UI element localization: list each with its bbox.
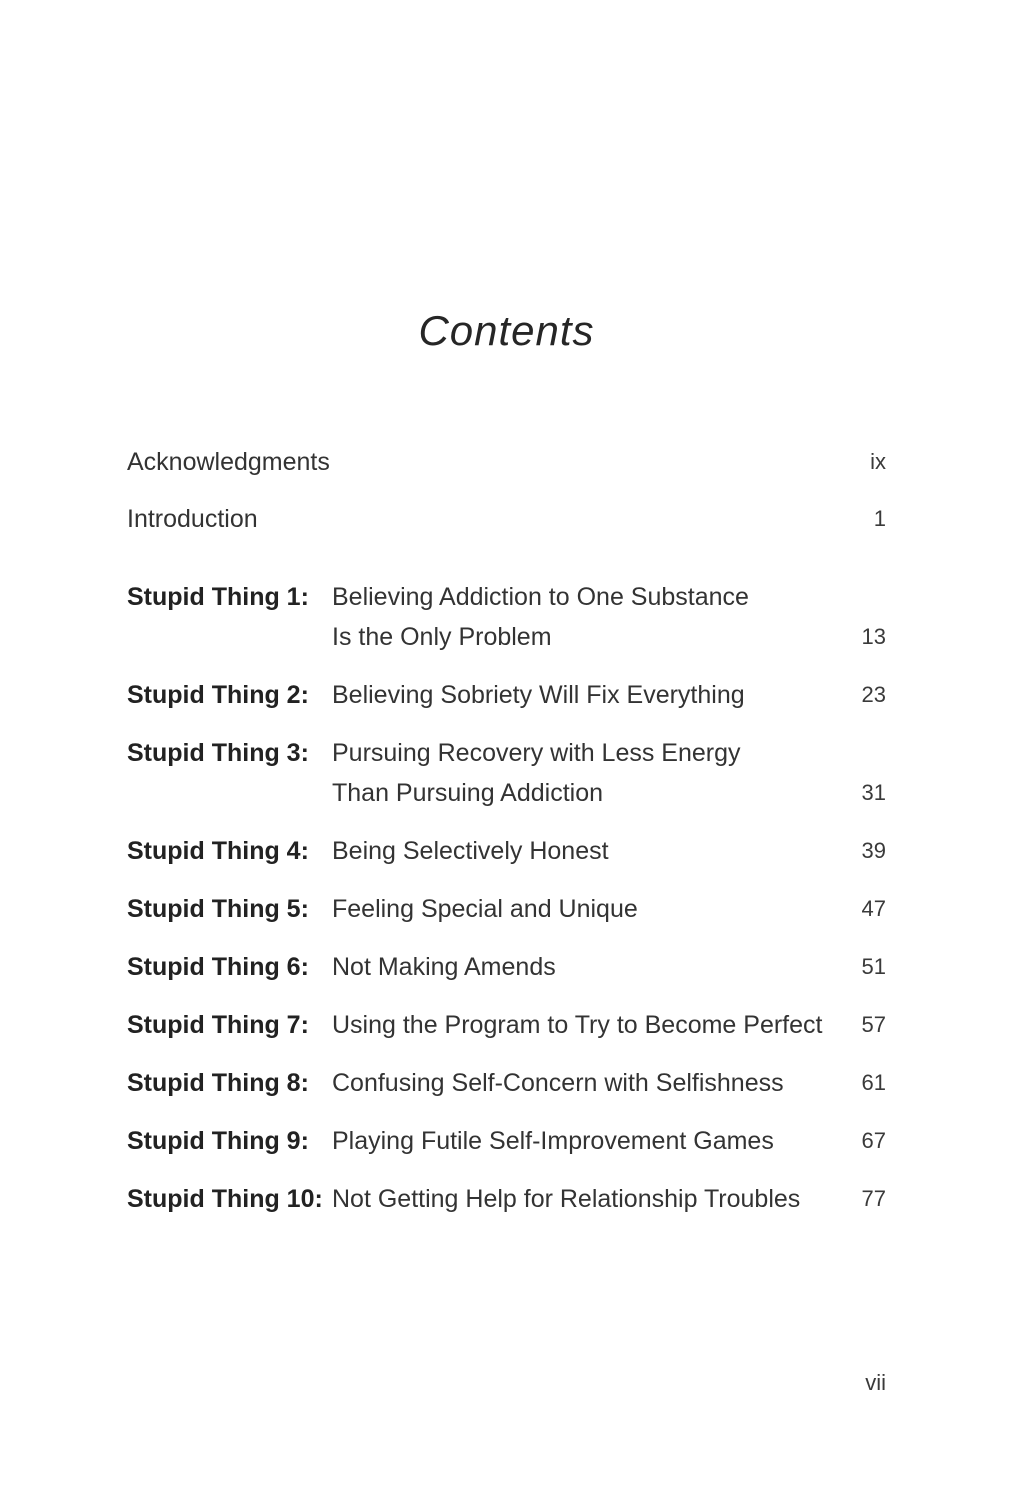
toc-entry-introduction [127,499,886,539]
toc-entry-page: 67 [861,1128,886,1153]
toc-entry-page: 57 [861,1012,886,1037]
chapter-list [127,577,886,1219]
toc-entry-label: Stupid Thing 6: [127,953,309,981]
toc-entry-title-line: Pursuing Recovery with Less Energy [332,739,741,767]
toc-entry-label: Stupid Thing 3: [127,739,309,767]
toc-entry-page: 47 [861,896,886,921]
toc-entry-label: Stupid Thing 5: [127,895,309,923]
toc-entry-title-line: Than Pursuing Addiction [332,779,604,807]
toc-entry-label: Stupid Thing 10: [127,1185,323,1213]
toc-entry-title [332,1121,826,1161]
toc-entry-label: Introduction [127,505,258,533]
toc-entry-title-line: Believing Addiction to One Substance [332,583,749,611]
toc-entry [127,1121,886,1161]
toc-entry-label: Stupid Thing 7: [127,1011,309,1039]
toc-entry-title [332,733,826,813]
toc-entry-title-line: Not Making Amends [332,953,556,981]
toc-content [127,0,886,1237]
toc-entry [127,831,886,871]
toc-entry-title-line: Not Getting Help for Relationship Troubles [332,1185,801,1213]
toc-entry-page: 23 [861,682,886,707]
toc-entry-label: Stupid Thing 8: [127,1069,309,1097]
toc-entry-title-line: Using the Program to Try to Become Perfect [332,1011,823,1039]
toc-entry-acknowledgments [127,442,886,482]
page-title: Contents [418,307,595,354]
toc-entry-page: 61 [861,1070,886,1095]
toc-entry-page: 39 [861,838,886,863]
toc-entry-title [332,947,826,987]
toc-entry-page: 51 [861,954,886,979]
toc-entry-page: 77 [861,1186,886,1211]
toc-entry-title-line: Confusing Self-Concern with Selfishness [332,1069,784,1097]
toc-entry-label: Stupid Thing 2: [127,681,309,709]
toc-entry-title-line: Feeling Special and Unique [332,895,638,923]
toc-entry [127,733,886,813]
toc-entry-title-line: Believing Sobriety Will Fix Everything [332,681,745,709]
toc-entry [127,675,886,715]
toc-entry-label: Stupid Thing 1: [127,583,309,611]
toc-entry [127,577,886,657]
toc-entry [127,1179,886,1219]
toc-entry [127,947,886,987]
footer-page-number: vii [865,1370,886,1395]
toc-entry-title [332,577,826,657]
toc-entry-title [332,889,826,929]
toc-entry-title [332,675,826,715]
toc-entry-title [332,1063,826,1103]
toc-entry-title-line: Playing Futile Self-Improvement Games [332,1127,774,1155]
toc-entry-label: Stupid Thing 9: [127,1127,309,1155]
toc-entry-title [332,1179,826,1219]
toc-entry-label: Stupid Thing 4: [127,837,309,865]
toc-entry-page: 1 [873,506,886,531]
toc-entry-title [332,1005,826,1045]
toc-entry-page: ix [870,449,886,474]
toc-entry-title-line: Being Selectively Honest [332,837,609,865]
toc-entry [127,1063,886,1103]
toc-entry-title-line: Is the Only Problem [332,623,552,651]
toc-entry [127,1005,886,1045]
toc-entry-page: 13 [861,624,886,649]
toc-entry-title [332,831,826,871]
toc-entry [127,889,886,929]
front-matter-section [127,442,886,539]
toc-entry-page: 31 [861,780,886,805]
toc-entry-label: Acknowledgments [127,448,330,476]
